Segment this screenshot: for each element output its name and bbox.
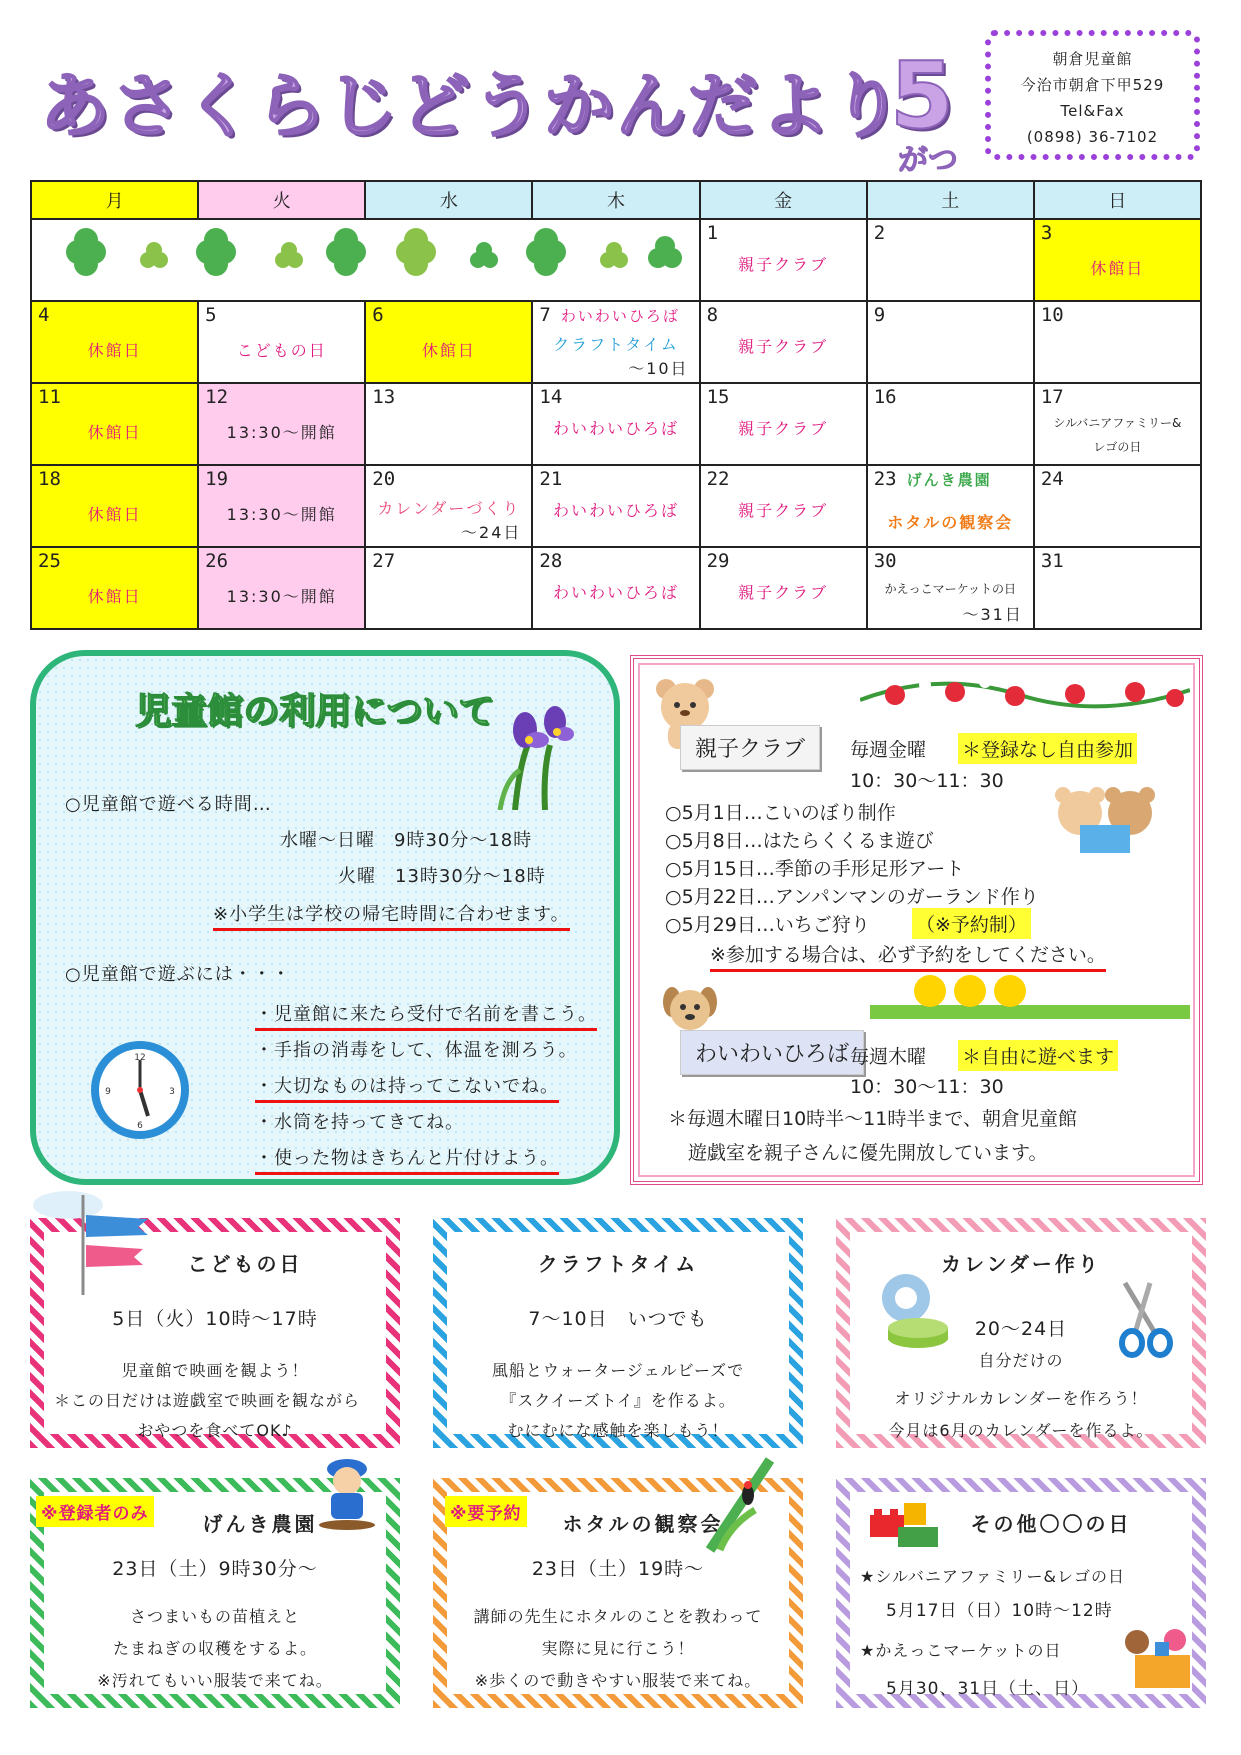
day-number: 5 [205,304,217,326]
event-calendar-until: ～24日 [461,523,522,542]
day-number: 15 [706,386,730,408]
day-cell-30 [867,547,1034,629]
day-number: 6 [372,304,384,326]
genki-line-4: ※汚れてもいい服装で来てね。 [97,1671,333,1690]
day-number: 11 [38,386,61,408]
event-craft: クラフトタイム [553,335,679,354]
usage-q2: ○児童館で遊ぶには・・・ [65,964,291,985]
genki-line-3: たまねぎの収穫をするよ。 [112,1639,317,1658]
genki-badge: ※登録者のみ [36,1496,154,1527]
event-open-1330: 13:30～開館 [226,505,337,524]
day-number: 26 [205,550,229,572]
day-number: 18 [38,468,61,490]
day-number: 19 [205,468,229,490]
craft-box [433,1218,803,1448]
oyako-club-tag: 親子クラブ [680,725,820,770]
event-closed: 休館日 [87,587,142,606]
svg-text:12: 12 [134,1053,146,1063]
day-cell-11 [31,383,198,465]
event-closed: 休館日 [421,341,476,360]
hotaru-title: ホタルの観察会 [562,1512,724,1536]
event-closed: 休館日 [87,423,142,442]
weekday-tue: 火 [198,181,365,219]
other-line-4: 5月30、31日（土、日） [886,1679,1090,1699]
chicks-icon [870,965,1190,1020]
event-craft-until: ～10日 [628,359,689,378]
day-cell-20 [365,465,532,547]
day-cell-31 [1034,547,1201,629]
weekday-mon: 月 [31,181,198,219]
event-hotaru: ホタルの観察会 [887,513,1014,532]
waiwai-time: 10：30～11：30 [850,1076,1004,1098]
day-cell-10 [1034,301,1201,383]
weekday-thu: 木 [532,181,699,219]
usage-hours-2: 火曜 13時30分～18時 [338,866,546,887]
day-number: 10 [1040,304,1064,326]
kodomo-line-2: 児童館で映画を観よう！ [121,1361,309,1380]
club-footer-1: ＊毎週木曜日10時半～11時半まで、朝倉児童館 [668,1108,1077,1130]
event-oyako: 親子クラブ [738,583,829,602]
usage-q1: ○児童館で遊べる時間… [65,794,272,815]
genki-line-2: さつまいもの苗植えと [129,1607,300,1626]
oyako-time: 10：30～11：30 [850,770,1004,792]
kodomo-title: こどもの日 [187,1252,303,1276]
weekday-wed: 水 [365,181,532,219]
day-number: 20 [372,468,396,490]
event-open-1330: 13:30～開館 [226,587,337,606]
event-calendar-make: カレンダーづくり [377,499,521,518]
genki-line-1: 23日（土）9時30分～ [112,1558,318,1580]
kodomo-line-3: ＊この日だけは遊戯室で映画を観ながら [54,1391,361,1410]
event-waiwai: わいわいひろば [552,501,679,520]
day-number: 23 [873,468,897,490]
oyako-free-badge: ＊登録なし自由参加 [958,733,1137,764]
day-cell-19 [198,465,365,547]
day-cell-6 [365,301,532,383]
weekday-sat: 土 [867,181,1034,219]
day-cell-12 [198,383,365,465]
day-number: 16 [873,386,897,408]
day-number: 25 [38,550,61,572]
day-cell-18 [31,465,198,547]
day-number: 1 [706,222,719,244]
craft-title: クラフトタイム [537,1252,699,1276]
day-cell-2 [867,219,1034,301]
day-number: 31 [1040,550,1064,572]
day-cell-4 [31,301,198,383]
craft-line-3: 『スクイーズトイ』を作るよ。 [500,1391,736,1410]
hotaru-line-4: ※歩くので動きやすい服装で来てね。 [474,1671,762,1690]
svg-text:6: 6 [137,1121,143,1131]
event-kaekko: かえっこマーケットの日 [884,582,1016,596]
waiwai-weekday: 毎週木曜 [850,1046,927,1068]
event-lego: レゴの日 [1093,440,1142,454]
weekday-header-row [31,181,1201,219]
week-row-3 [31,383,1201,465]
event-oyako: 親子クラブ [738,255,829,274]
day-number: 12 [205,386,229,408]
day-cell-22 [700,465,867,547]
oyako-schedule-3: ○5月15日…季節の手形足形アート [665,858,965,880]
usage-rule-5: ・使った物はきちんと片付けよう。 [255,1144,559,1175]
bears-reading-icon [1045,785,1165,855]
day-cell-23 [867,465,1034,547]
day-cell-3 [1034,219,1201,301]
event-waiwai: わいわいひろば [552,583,679,602]
day-cell-15 [700,383,867,465]
day-cell-16 [867,383,1034,465]
day-number: 29 [706,550,730,572]
calendar [30,180,1202,630]
day-cell-26 [198,547,365,629]
day-number: 2 [873,222,886,244]
weekday-fri: 金 [700,181,867,219]
oyako-schedule-4: ○5月22日…アンパンマンのガーランド作り [665,886,1039,908]
hotaru-badge: ※要予約 [445,1496,527,1527]
event-genki: げんき農園 [906,471,992,489]
day-number: 21 [539,468,563,490]
day-cell-25 [31,547,198,629]
event-closed: 休館日 [87,505,142,524]
day-cell-21 [532,465,699,547]
event-waiwai: わいわいひろば [552,419,679,438]
day-number: 4 [38,304,50,326]
oyako-schedule-2: ○5月8日…はたらくくるま遊び [665,830,934,852]
day-cell-14 [532,383,699,465]
month-unit: がつ [898,143,958,178]
week-row-4 [31,465,1201,547]
month-number: 5 [890,42,955,149]
club-footer-2: 遊戯室を親子さんに優先開放しています。 [688,1142,1048,1164]
day-cell-8 [700,301,867,383]
day-number: 9 [873,304,886,326]
usage-hours-1: 水曜～日曜 9時30分～18時 [280,830,533,851]
event-waiwai: わいわいひろば [560,307,680,325]
hotaru-line-3: 実際に見に行こう！ [541,1639,695,1658]
event-oyako: 親子クラブ [738,419,829,438]
day-number: 22 [706,468,730,490]
facility-address: 今治市朝倉下甲529 [1020,76,1165,94]
day-cell-29 [700,547,867,629]
other-line-1: ★シルバニアファミリー&レゴの日 [860,1567,1125,1586]
calendar-make-line-2: 自分だけの [978,1351,1064,1370]
svg-text:9: 9 [105,1087,111,1097]
usage-note: ※小学生は学校の帰宅時間に合わせます。 [213,900,570,931]
event-sylvanian: シルバニアファミリー& [1053,416,1182,430]
kodomo-line-4: おやつを食べてOK♪ [137,1421,293,1440]
day-number: 13 [372,386,396,408]
day-number: 28 [539,550,563,572]
clover-decoration-cell [31,219,700,301]
event-kaekko-until: ～31日 [962,605,1023,624]
other-title: その他〇〇の日 [970,1512,1132,1536]
clover-icon [38,222,688,292]
oyako-schedule-5: ○5月29日…いちご狩り [665,914,870,936]
day-cell-17 [1034,383,1201,465]
day-cell-27 [365,547,532,629]
waiwai-free-badge: ＊自由に遊べます [958,1040,1118,1071]
craft-line-2: 風船とウォータージェルビーズで [491,1361,745,1380]
iris-flower-icon [495,700,575,810]
other-line-3: ★かえっこマーケットの日 [860,1641,1062,1660]
weekday-sun: 日 [1034,181,1201,219]
newsletter-title: あさくらじどうかんだより [40,65,904,147]
strawberry-icon [860,670,1190,715]
phone-number: (0898) 36-7102 [1026,128,1159,146]
event-oyako: 親子クラブ [738,337,829,356]
week-row-1 [31,219,1201,301]
day-cell-28 [532,547,699,629]
week-row-5 [31,547,1201,629]
oyako-schedule-1: ○5月1日…こいのぼり制作 [665,802,896,824]
scissors-icon [1110,1278,1180,1358]
day-cell-5 [198,301,365,383]
day-cell-7 [532,301,699,383]
week-row-2 [31,301,1201,383]
reserve-note: ※参加する場合は、必ず予約をしてください。 [710,940,1106,972]
reserve-mark: （※予約制） [912,908,1031,939]
day-number: 14 [539,386,563,408]
genki-title: げんき農園 [202,1512,318,1536]
day-number: 3 [1040,222,1053,244]
calendar-make-line-4: 今月は6月のカレンダーを作るよ。 [888,1421,1154,1440]
day-cell-9 [867,301,1034,383]
firefly-leaf-icon [700,1455,780,1555]
hotaru-line-1: 23日（土）19時～ [531,1558,705,1580]
koinobori-icon [28,1185,158,1295]
event-closed: 休館日 [87,341,142,360]
tape-icon [868,1270,958,1360]
tel-fax-label: Tel&Fax [1060,102,1125,120]
day-number: 27 [372,550,396,572]
craft-line-4: むにむにな感触を楽しもう！ [507,1421,729,1440]
farmer-boy-icon [315,1455,380,1530]
calendar-make-title: カレンダー作り [941,1252,1101,1276]
day-cell-13 [365,383,532,465]
event-kodomo: こどもの日 [236,341,327,360]
toy-box-icon [1115,1620,1205,1690]
usage-rule-3: ・大切なものは持ってこないでね。 [255,1072,559,1103]
day-number: 8 [706,304,719,326]
usage-rule-4: ・水筒を持ってきてね。 [255,1112,464,1133]
oyako-weekday: 毎週金曜 [850,739,927,761]
usage-rule-2: ・手指の消毒をして、体温を測ろう。 [255,1040,578,1061]
day-number: 24 [1040,468,1064,490]
kodomo-line-1: 5日（火）10時～17時 [112,1308,318,1330]
svg-text:3: 3 [169,1087,175,1097]
hotaru-line-2: 講師の先生にホタルのことを教わって [473,1607,763,1626]
facility-name: 朝倉児童館 [1052,50,1133,68]
waiwai-tag: わいわいひろば [680,1030,864,1075]
calendar-make-line-1: 20～24日 [974,1318,1068,1340]
craft-line-1: 7～10日 いつでも [528,1308,708,1330]
day-number: 30 [873,550,897,572]
usage-rule-1: ・児童館に来たら受付で名前を書こう。 [255,1000,597,1031]
day-cell-24 [1034,465,1201,547]
calendar-make-line-3: オリジナルカレンダーを作ろう！ [894,1389,1148,1408]
event-closed: 休館日 [1090,259,1145,278]
lego-blocks-icon [868,1495,948,1550]
contact-box [985,30,1200,160]
clock-icon [90,1040,190,1140]
event-open-1330: 13:30～開館 [226,423,337,442]
event-oyako: 親子クラブ [738,501,829,520]
day-number: 7 [539,304,551,326]
day-cell-1 [700,219,867,301]
day-number: 17 [1040,386,1064,408]
usage-title: 児童館の利用について [135,691,495,732]
other-line-2: 5月17日（日）10時～12時 [886,1601,1113,1621]
